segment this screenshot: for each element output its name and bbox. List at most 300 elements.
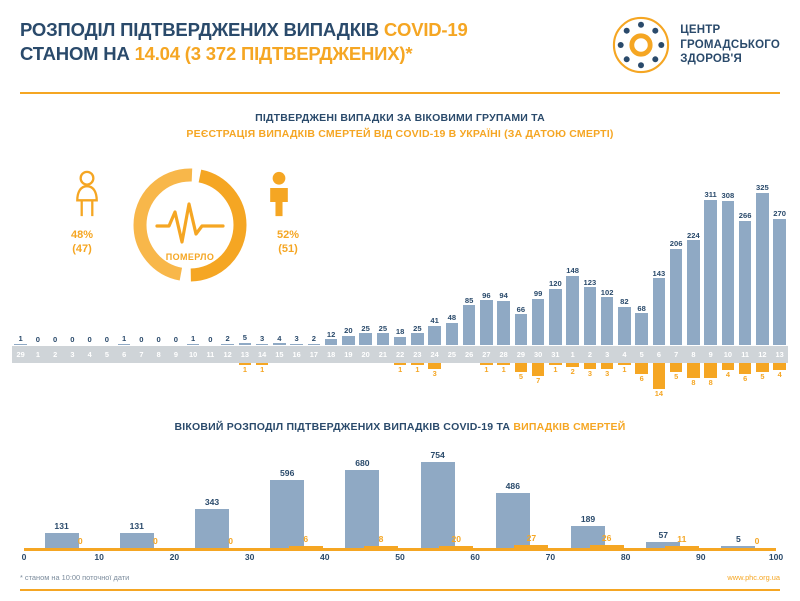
daily-date-label: 29 — [16, 350, 25, 359]
daily-date-label: 18 — [327, 350, 336, 359]
daily-death-value: 5 — [760, 372, 765, 382]
age-deaths-bar-wrap — [514, 533, 548, 548]
daily-death-column — [461, 363, 478, 410]
daily-case-column — [288, 170, 305, 345]
logo-line-3: ЗДОРОВ'Я — [680, 53, 742, 66]
daily-death-column — [167, 363, 184, 410]
daily-death-bar — [704, 363, 716, 378]
daily-case-value: 4 — [277, 333, 282, 343]
daily-date-label: 19 — [344, 350, 353, 359]
daily-case-column — [340, 170, 357, 345]
daily-case-value: 0 — [87, 335, 92, 345]
daily-case-value: 99 — [533, 289, 543, 299]
daily-case-column — [150, 170, 167, 345]
daily-case-column — [581, 170, 598, 345]
daily-case-bar — [290, 344, 302, 345]
daily-case-column — [116, 170, 133, 345]
daily-case-value: 0 — [139, 335, 144, 345]
daily-death-column — [29, 363, 46, 410]
daily-case-value: 2 — [225, 334, 230, 344]
daily-date-label: 10 — [723, 350, 732, 359]
phc-logo-icon — [612, 16, 670, 74]
daily-date-label: 13 — [775, 350, 784, 359]
daily-case-column — [633, 170, 650, 345]
daily-case-value: 3 — [294, 334, 299, 344]
age-cases-bar-wrap — [45, 440, 79, 548]
daily-date-label: 6 — [122, 350, 127, 359]
daily-case-bar — [187, 344, 199, 345]
daily-death-column — [650, 363, 667, 410]
daily-date-label: 14 — [258, 350, 267, 359]
age-deaths-bar-wrap — [439, 534, 473, 548]
daily-case-bar — [273, 343, 285, 345]
daily-case-value: 0 — [70, 335, 75, 345]
daily-death-column — [305, 363, 322, 410]
daily-case-value: 102 — [600, 287, 614, 297]
daily-case-column — [599, 170, 616, 345]
daily-case-bar — [773, 219, 785, 345]
age-axis-line — [24, 548, 776, 551]
daily-case-value: 0 — [156, 335, 161, 345]
daily-death-bar — [601, 363, 613, 369]
section2-title-part2: ВИПАДКІВ СМЕРТЕЙ — [513, 421, 626, 433]
age-cases-value: 131 — [129, 521, 144, 532]
daily-case-value: 85 — [464, 295, 474, 305]
daily-case-value: 206 — [669, 239, 683, 249]
daily-date-label: 24 — [430, 350, 439, 359]
daily-case-value: 3 — [260, 334, 265, 344]
daily-case-column — [12, 170, 29, 345]
daily-case-column — [616, 170, 633, 345]
daily-date-label: 5 — [104, 350, 109, 359]
daily-death-value: 1 — [553, 365, 558, 374]
daily-death-value: 1 — [242, 365, 247, 374]
age-deaths-bar-wrap — [289, 534, 323, 548]
logo — [612, 16, 780, 74]
section1-title-covid: COVID-19 — [395, 128, 446, 141]
daily-cases-chart — [12, 150, 788, 410]
daily-case-bar — [480, 300, 492, 345]
daily-case-bar — [653, 278, 665, 345]
daily-death-bar — [670, 363, 682, 372]
daily-death-column — [599, 363, 616, 410]
daily-death-column — [323, 363, 340, 410]
daily-case-bar — [411, 333, 423, 345]
daily-date-label: 13 — [240, 350, 249, 359]
age-group-column — [325, 440, 400, 548]
daily-case-bar — [687, 240, 699, 345]
age-group-column — [24, 440, 99, 548]
footer-divider — [20, 589, 780, 591]
daily-case-column — [357, 170, 374, 345]
title-line1-part1: РОЗПОДІЛ ПІДТВЕРДЖЕНИХ ВИПАДКІВ — [20, 19, 384, 40]
logo-line-2: ГРОМАДСЬКОГО — [680, 38, 780, 51]
title-date-label: 14.04 (3 372 ПІДТВЕРДЖЕНИХ)* — [134, 43, 413, 65]
age-tick-label: 70 — [545, 552, 556, 562]
daily-date-label: 2 — [53, 350, 58, 359]
age-cases-bar-wrap — [270, 440, 304, 548]
daily-death-value: 1 — [622, 365, 627, 374]
daily-case-bar — [394, 337, 406, 345]
daily-death-column — [219, 363, 236, 410]
daily-date-label: 4 — [622, 350, 627, 359]
daily-case-column — [98, 170, 115, 345]
daily-case-column — [167, 170, 184, 345]
daily-case-value: 120 — [549, 279, 562, 289]
age-cases-value: 486 — [505, 480, 520, 491]
daily-death-value: 14 — [654, 389, 663, 398]
daily-death-column — [254, 363, 271, 410]
daily-case-value: 270 — [773, 209, 786, 219]
age-bars-row — [24, 440, 776, 548]
page-title — [20, 18, 580, 67]
daily-case-column — [271, 170, 288, 345]
daily-case-bar — [428, 326, 440, 345]
section2-title-part1: ВІКОВИЙ РОЗПОДІЛ ПІДТВЕРДЖЕНИХ ВИПАДКІВ COVID-19 ТА — [174, 421, 514, 433]
daily-death-column — [495, 363, 512, 410]
age-distribution-chart — [21, 440, 784, 565]
section1-title-line2a: РЕЄСТРАЦІЯ ВИПАДКІВ СМЕРТЕЙ ВІД — [186, 128, 396, 141]
daily-death-value: 6 — [639, 374, 644, 384]
daily-date-label: 25 — [447, 350, 456, 359]
age-axis-ticks — [21, 552, 784, 566]
daily-death-column — [288, 363, 305, 410]
daily-case-value: 66 — [516, 304, 526, 314]
age-group-column — [701, 440, 776, 548]
daily-death-bar — [773, 363, 785, 370]
daily-death-column — [754, 363, 771, 410]
daily-death-column — [512, 363, 529, 410]
daily-date-label: 9 — [173, 350, 178, 359]
daily-death-column — [685, 363, 702, 410]
daily-death-value: 4 — [777, 370, 782, 380]
daily-case-column — [702, 170, 719, 345]
daily-death-bar — [739, 363, 751, 374]
daily-case-value: 0 — [35, 335, 40, 345]
age-cases-bar-wrap — [421, 440, 455, 548]
daily-case-column — [719, 170, 736, 345]
daily-case-bar — [618, 307, 630, 345]
daily-case-bar — [497, 301, 509, 345]
daily-date-label: 26 — [465, 350, 474, 359]
daily-case-column — [81, 170, 98, 345]
daily-death-column — [737, 363, 754, 410]
daily-death-column — [564, 363, 581, 410]
daily-date-label: 8 — [691, 350, 696, 359]
daily-date-label: 31 — [551, 350, 560, 359]
daily-case-column — [668, 170, 685, 345]
logo-line-1: ЦЕНТР — [680, 23, 721, 36]
age-cases-bar-wrap — [721, 440, 755, 548]
age-deaths-bar-wrap — [665, 534, 699, 548]
age-cases-value: 57 — [658, 529, 668, 540]
daily-death-bar — [515, 363, 527, 372]
daily-death-value: 3 — [587, 368, 592, 378]
daily-date-label: 4 — [87, 350, 92, 359]
daily-date-label: 17 — [309, 350, 318, 359]
age-deaths-value: 6 — [303, 534, 309, 544]
daily-date-label: 20 — [361, 350, 370, 359]
daily-date-label: 5 — [639, 350, 644, 359]
daily-case-column — [737, 170, 754, 345]
age-cases-value: 680 — [355, 458, 370, 469]
header-divider — [20, 92, 780, 94]
daily-date-label: 23 — [413, 350, 422, 359]
age-deaths-value: 20 — [451, 533, 461, 544]
daily-case-value: 5 — [242, 333, 247, 343]
daily-case-column — [685, 170, 702, 345]
section2-title — [0, 421, 800, 433]
daily-bars-row — [12, 170, 788, 345]
daily-case-value: 20 — [344, 326, 353, 336]
daily-death-bar — [756, 363, 768, 372]
daily-case-bar — [756, 193, 768, 345]
age-deaths-value: 26 — [601, 533, 612, 544]
daily-death-column — [478, 363, 495, 410]
daily-date-label: 3 — [70, 350, 75, 359]
daily-case-column — [29, 170, 46, 345]
daily-case-column — [512, 170, 529, 345]
age-tick-label: 100 — [768, 552, 784, 562]
daily-date-label: 16 — [292, 350, 301, 359]
age-cases-value: 754 — [430, 450, 445, 460]
age-tick-label: 30 — [244, 552, 255, 562]
daily-death-value: 3 — [605, 368, 610, 378]
daily-case-value: 0 — [53, 335, 58, 345]
daily-case-value: 1 — [122, 334, 127, 344]
daily-case-column — [530, 170, 547, 345]
daily-death-column — [426, 363, 443, 410]
daily-case-column — [564, 170, 581, 345]
daily-death-value: 8 — [708, 377, 713, 387]
daily-case-bar — [446, 323, 458, 345]
daily-case-column — [374, 170, 391, 345]
daily-case-bar — [342, 336, 354, 345]
daily-case-bar — [377, 333, 389, 345]
age-deaths-bar-wrap — [364, 534, 398, 548]
daily-death-value: 5 — [518, 372, 523, 382]
daily-death-bar — [687, 363, 699, 378]
daily-case-value: 325 — [756, 183, 769, 193]
donut-center-label: ПОМЕРЛО — [165, 252, 215, 262]
age-cases-bar-wrap — [496, 440, 530, 548]
daily-case-column — [478, 170, 495, 345]
daily-case-column — [495, 170, 512, 345]
daily-death-column — [150, 363, 167, 410]
daily-date-label: 10 — [189, 350, 198, 359]
daily-death-column — [530, 363, 547, 410]
daily-death-column — [98, 363, 115, 410]
age-deaths-bar-wrap — [138, 536, 172, 548]
daily-case-value: 224 — [687, 230, 700, 240]
daily-case-column — [392, 170, 409, 345]
daily-case-column — [185, 170, 202, 345]
daily-date-axis — [12, 346, 788, 363]
daily-case-column — [254, 170, 271, 345]
daily-date-label: 2 — [587, 350, 592, 359]
daily-case-value: 25 — [413, 323, 422, 333]
daily-case-column — [461, 170, 478, 345]
daily-case-bar — [601, 297, 613, 345]
section1-title-line1: ПІДТВЕРДЖЕНІ ВИПАДКИ ЗА ВІКОВИМИ ГРУПАМИ ТА — [255, 112, 545, 124]
daily-case-value: 96 — [482, 290, 491, 300]
age-cases-bar-wrap — [571, 440, 605, 548]
daily-death-column — [133, 363, 150, 410]
age-cases-bar-wrap — [646, 440, 680, 548]
daily-death-column — [12, 363, 29, 410]
age-deaths-value: 0 — [754, 536, 760, 546]
female-count: (47) — [72, 243, 92, 256]
daily-death-column — [702, 363, 719, 410]
daily-case-bar — [308, 344, 320, 345]
daily-case-column — [305, 170, 322, 345]
daily-case-bar — [635, 313, 647, 345]
daily-case-column — [443, 170, 460, 345]
daily-death-value: 7 — [536, 376, 541, 385]
daily-case-value: 0 — [173, 335, 178, 345]
daily-case-value: 68 — [637, 303, 646, 313]
age-deaths-value: 27 — [526, 532, 537, 543]
daily-date-label: 21 — [378, 350, 387, 359]
daily-date-label: 15 — [275, 350, 284, 359]
daily-death-value: 5 — [674, 372, 679, 382]
daily-case-bar — [704, 200, 716, 345]
daily-case-value: 2 — [311, 334, 316, 344]
daily-deaths-row — [12, 363, 788, 410]
daily-case-value: 311 — [704, 189, 717, 199]
age-group-column — [626, 440, 701, 548]
website-link[interactable]: www.phc.org.ua — [727, 573, 780, 582]
daily-date-label: 12 — [223, 350, 232, 359]
daily-case-bar — [515, 314, 527, 345]
daily-case-bar — [739, 221, 751, 345]
daily-date-label: 30 — [534, 350, 543, 359]
daily-case-bar — [463, 305, 475, 345]
daily-case-column — [219, 170, 236, 345]
daily-death-bar — [635, 363, 647, 374]
daily-death-column — [64, 363, 81, 410]
daily-case-value: 0 — [208, 335, 213, 345]
daily-death-value: 3 — [432, 368, 437, 378]
age-group-column — [250, 440, 325, 548]
daily-death-column — [81, 363, 98, 410]
daily-case-column — [323, 170, 340, 345]
daily-date-label: 8 — [156, 350, 161, 359]
daily-case-value: 1 — [18, 334, 23, 344]
age-cases-value: 131 — [54, 521, 69, 532]
header — [0, 0, 800, 92]
age-group-column — [400, 440, 475, 548]
daily-case-bar — [722, 201, 734, 345]
daily-case-column — [133, 170, 150, 345]
logo-text — [680, 23, 780, 67]
daily-case-column — [426, 170, 443, 345]
daily-death-column — [202, 363, 219, 410]
daily-case-bar — [532, 299, 544, 345]
daily-death-value: 1 — [260, 365, 265, 374]
age-cases-bar-wrap — [120, 440, 154, 548]
daily-case-bar — [118, 344, 130, 345]
daily-case-bar — [239, 343, 251, 345]
daily-date-label: 1 — [570, 350, 575, 359]
daily-case-value: 25 — [361, 323, 370, 333]
age-tick-label: 90 — [696, 552, 706, 562]
daily-case-column — [547, 170, 564, 345]
daily-death-bar — [532, 363, 544, 376]
daily-case-bar — [325, 339, 337, 345]
daily-date-label: 6 — [656, 350, 661, 359]
daily-death-column — [616, 363, 633, 410]
daily-death-value: 1 — [415, 365, 420, 374]
age-cases-value: 596 — [280, 468, 295, 479]
daily-date-label: 11 — [206, 350, 215, 359]
daily-death-column — [771, 363, 788, 410]
daily-death-value: 1 — [484, 365, 489, 374]
daily-case-bar — [549, 289, 561, 345]
daily-death-column — [668, 363, 685, 410]
daily-case-value: 25 — [378, 323, 388, 333]
daily-date-label: 22 — [396, 350, 405, 359]
daily-case-bar — [566, 276, 578, 345]
daily-case-column — [409, 170, 426, 345]
daily-death-column — [409, 363, 426, 410]
daily-death-bar — [653, 363, 665, 389]
age-tick-label: 20 — [169, 552, 180, 562]
daily-death-column — [47, 363, 64, 410]
daily-date-label: 27 — [482, 350, 491, 359]
age-deaths-value: 0 — [77, 536, 83, 546]
age-deaths-bar-wrap — [740, 536, 774, 548]
footnote: * станом на 10:00 поточної дати — [20, 573, 130, 582]
daily-death-bar — [722, 363, 734, 370]
daily-death-column — [547, 363, 564, 410]
daily-case-bar — [359, 333, 371, 345]
age-deaths-value: 11 — [677, 534, 687, 544]
daily-case-bar — [256, 344, 268, 345]
age-group-column — [550, 440, 625, 548]
daily-death-column — [185, 363, 202, 410]
daily-death-column — [116, 363, 133, 410]
age-tick-label: 0 — [21, 552, 27, 562]
daily-case-bar — [584, 287, 596, 345]
daily-death-column — [271, 363, 288, 410]
age-deaths-bar-wrap — [214, 536, 248, 548]
daily-death-value: 1 — [398, 365, 403, 374]
age-cases-value: 5 — [736, 534, 741, 544]
daily-date-label: 28 — [499, 350, 508, 359]
age-cases-value: 343 — [204, 496, 220, 507]
male-count: (51) — [278, 243, 298, 256]
age-cases-value: 189 — [580, 514, 596, 525]
daily-death-column — [357, 363, 374, 410]
section1-title-line2c: В УКРАЇНІ (ЗА ДАТОЮ СМЕРТІ) — [445, 128, 614, 141]
daily-date-label: 1 — [35, 350, 40, 359]
female-percent: 48% — [70, 229, 94, 241]
age-deaths-value: 0 — [228, 536, 233, 546]
daily-death-column — [719, 363, 736, 410]
age-cases-bar-wrap — [195, 440, 229, 548]
daily-case-value: 41 — [430, 316, 439, 326]
daily-case-column — [771, 170, 788, 345]
daily-case-value: 148 — [566, 266, 579, 276]
daily-death-column — [443, 363, 460, 410]
daily-case-value: 0 — [104, 335, 109, 345]
age-group-column — [174, 440, 249, 548]
age-tick-label: 50 — [395, 552, 405, 562]
section1-title — [0, 110, 800, 143]
daily-case-column — [64, 170, 81, 345]
daily-death-value: 8 — [691, 377, 696, 387]
